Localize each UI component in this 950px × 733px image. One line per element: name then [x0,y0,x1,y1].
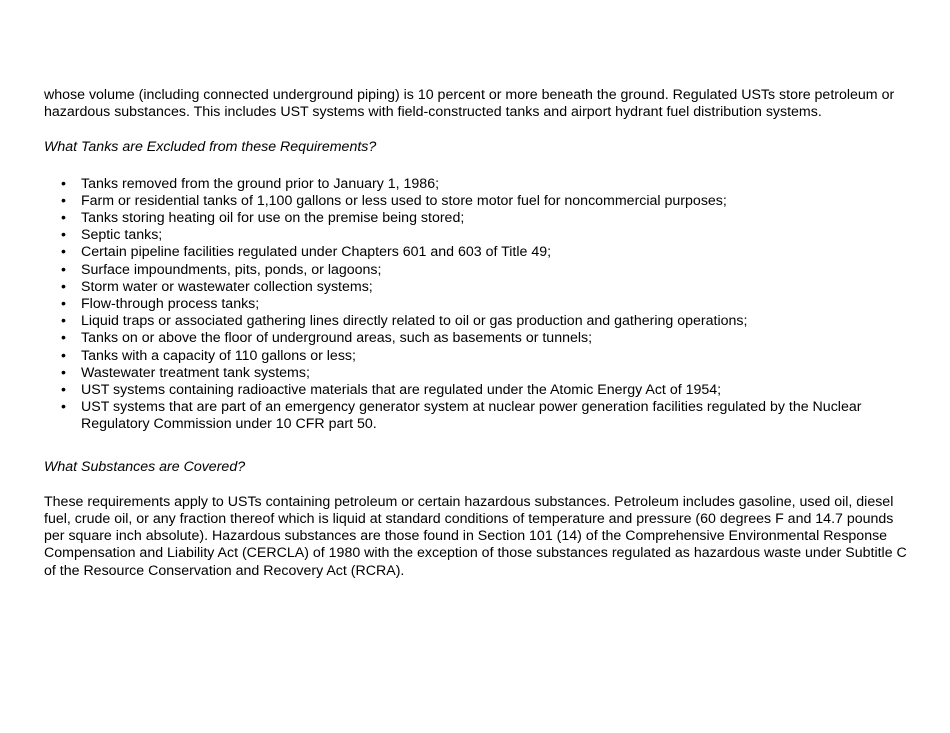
list-item [44,244,914,261]
list-item-text: Liquid traps or associated gathering lines directly related to oil or gas production and gathering operations; [81,313,748,330]
bullet-icon: • [61,244,66,261]
list-item [44,365,914,382]
list-item-text: Tanks storing heating oil for use on the premise being stored; [81,210,465,227]
covered-substances-paragraph: These requirements apply to USTs containing petroleum or certain hazardous substances. Petroleum includes gasoline, used oil, diesel fuel, crude oil, or any fraction thereof which is liquid at standard conditions of temperature and pressure (60 degrees F and 14.7 pounds per square inch absolute). Hazardous substances are those found in Section 101 (14) of the Comprehensive Environmental Response Compensation and Liability Act (CERCLA) of 1980 with the exception of those substances regulated as hazardous waste under Subtitle C of the Resource Conservation and Recovery Act (RCRA). [44,493,907,579]
list-item-text: Tanks with a capacity of 110 gallons or less; [81,347,356,364]
list-item [44,296,914,313]
bullet-icon: • [61,382,66,399]
covered-substances-heading: What Substances are Covered? [44,458,246,475]
list-item [44,227,914,244]
list-item [44,193,914,210]
list-item [44,330,914,347]
list-item-text: UST systems that are part of an emergency generator system at nuclear power generation facilities regulated by the Nuclear Regulatory Commission under 10 CFR part 50. [81,399,862,433]
document-page [44,87,914,580]
list-item-text: Surface impoundments, pits, ponds, or lagoons; [81,261,382,278]
list-item-text: Wastewater treatment tank systems; [81,364,310,381]
excluded-tanks-heading: What Tanks are Excluded from these Requirements? [44,139,377,156]
excluded-tanks-list [44,176,914,434]
bullet-icon: • [61,296,66,313]
list-item [44,279,914,296]
bullet-icon: • [61,364,66,381]
list-item [44,348,914,365]
bullet-icon: • [61,330,66,347]
bullet-icon: • [61,399,66,416]
list-item [44,262,914,279]
bullet-icon: • [61,261,66,278]
list-item [44,210,914,227]
bullet-icon: • [61,192,66,209]
list-item [44,382,914,399]
list-item-text: Tanks removed from the ground prior to January 1, 1986; [81,175,440,192]
bullet-icon: • [61,175,66,192]
list-item-text: Septic tanks; [81,227,163,244]
list-item-text: Storm water or wastewater collection systems; [81,278,373,295]
list-item [44,313,914,330]
bullet-icon: • [61,278,66,295]
intro-paragraph: whose volume (including connected underground piping) is 10 percent or more beneath the ground. Regulated USTs store petroleum or hazardous substances. This includes UST systems with field-constructed tanks and airport hydrant fuel distribution systems. [44,87,895,121]
list-item-text: Tanks on or above the floor of underground areas, such as basements or tunnels; [81,330,593,347]
list-item [44,399,914,433]
list-item-text: Flow-through process tanks; [81,296,260,313]
bullet-icon: • [61,313,66,330]
bullet-icon: • [61,210,66,227]
bullet-icon: • [61,227,66,244]
bullet-icon: • [61,347,66,364]
list-item-text: UST systems containing radioactive materials that are regulated under the Atomic Energy Act of 1954; [81,382,722,399]
list-item-text: Certain pipeline facilities regulated under Chapters 601 and 603 of Title 49; [81,244,552,261]
list-item-text: Farm or residential tanks of 1,100 gallons or less used to store motor fuel for noncommercial purposes; [81,192,727,209]
list-item [44,176,914,193]
